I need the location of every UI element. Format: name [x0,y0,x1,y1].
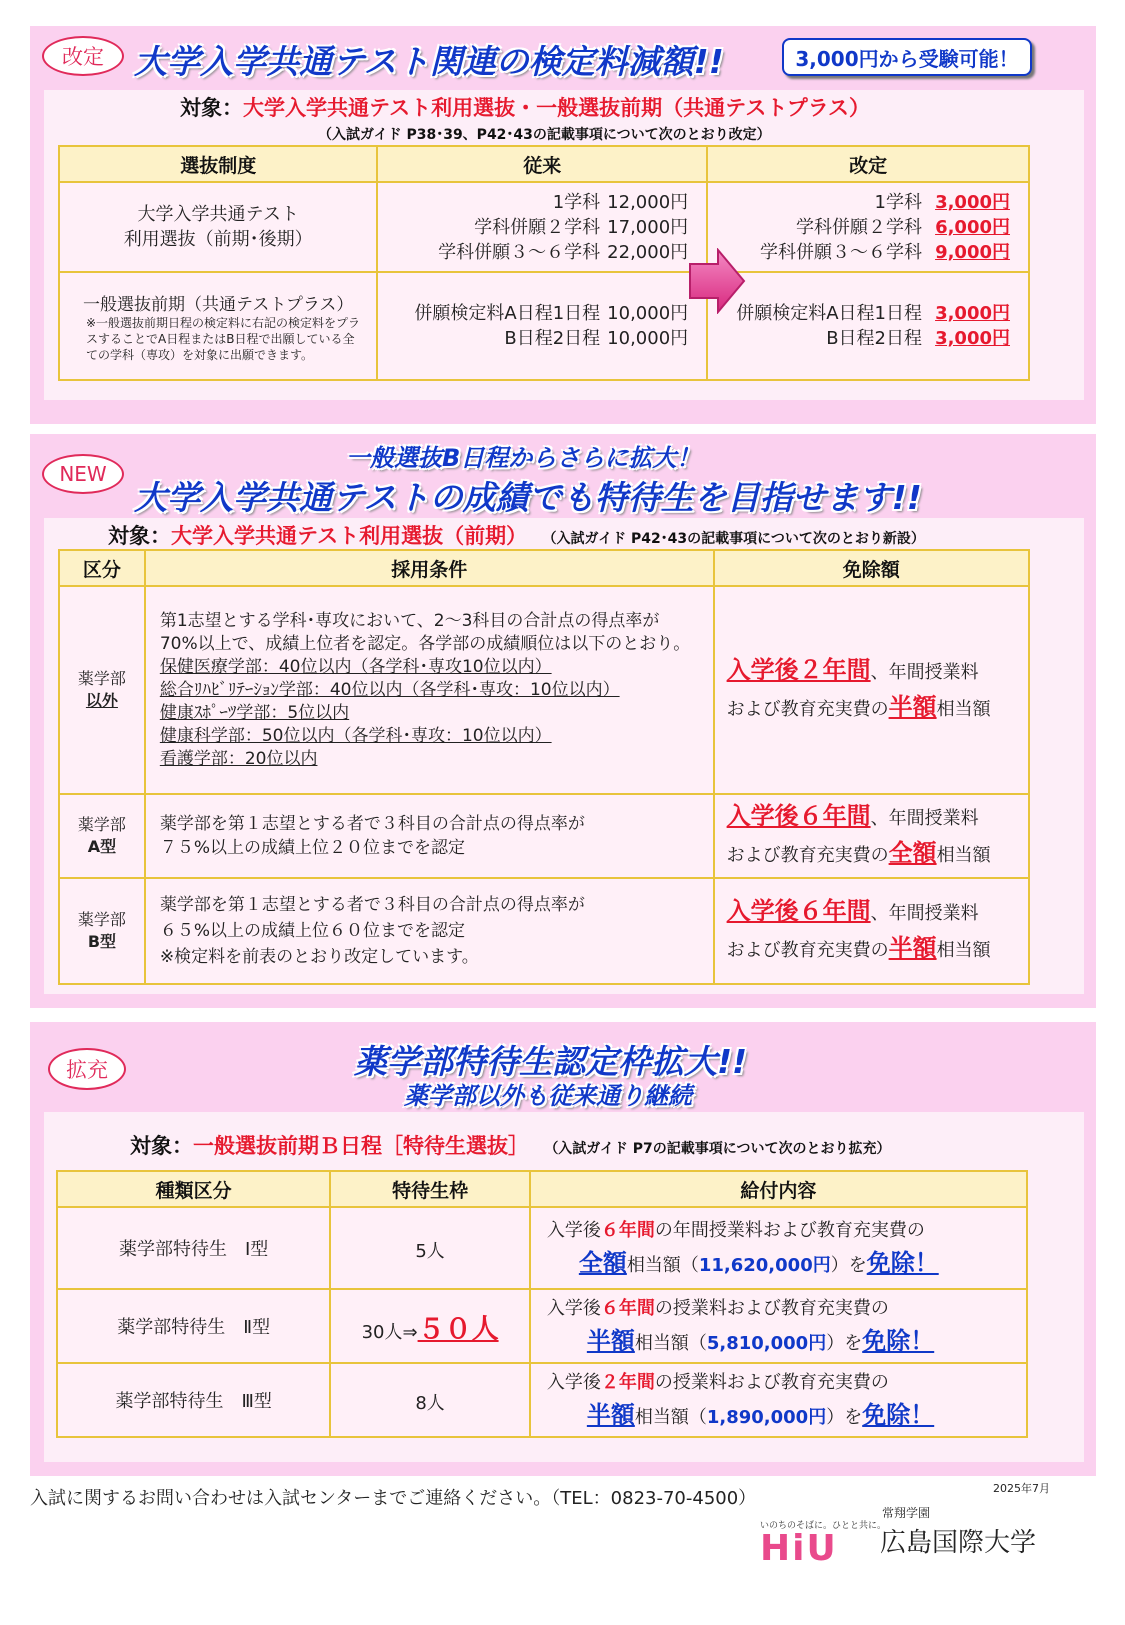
benefit-text: の授業料および教育充実費の [654,1371,889,1393]
benefit-text: ）を [830,1254,867,1276]
quota-cell [330,1363,530,1437]
target-value: 大学入学共通テスト利用選抜・一般選抜前期（共通テストプラス） [243,96,871,120]
fee-table [58,145,1030,381]
table-row [57,1289,1027,1363]
target-value: 一般選抜前期Ｂ日程［特待生選抜］ [193,1134,529,1158]
fee-value-new: 3,000円 [935,328,1010,349]
condition-line: 総合ﾘﾊﾋﾞﾘﾃｰｼｮﾝ学部：40位以内（各学科･専攻：10位以内） [159,679,620,700]
condition-line: 健康ｽﾎﾟｰﾂ学部：5位以内 [159,702,350,723]
benefit-period: ６年間 [600,1297,655,1319]
benefit-free: 免除！ [862,1400,935,1429]
col-conditions: 採用条件 [145,550,714,586]
exemption-text: 相当額 [936,699,991,720]
system-cell [59,182,377,272]
type-cell [57,1363,330,1437]
benefit-free: 免除！ [866,1248,939,1277]
fee-reduction-headline: 大学入学共通テスト関連の検定料減額!! [134,42,724,81]
system-name: 一般選抜前期（共通テストプラス） [83,294,354,315]
pharmacy-subhead: 薬学部以外も従来通り継続 [404,1082,692,1110]
condition-line: 保健医療学部：40位以内（各学科･専攻10位以内） [159,656,552,677]
old-fee-cell [377,272,707,380]
exemption-amount: 全額 [888,839,937,867]
expansion-tag: 拡充 [48,1048,126,1090]
condition-line: ７５%以上の成績上位２０位までを認定 [159,838,465,858]
col-exemption: 免除額 [714,550,1029,586]
new-fee-cell [707,182,1029,272]
benefit-money: 1,890,000円 [706,1406,827,1428]
conditions-cell [145,794,714,878]
table-row [59,586,1029,794]
quota-cell [330,1207,530,1289]
condition-line: 第1志望とする学科･専攻において、2～3科目の合計点の得点率が [159,610,660,631]
s1-target-note [318,120,771,144]
exemption-text: 、年間授業料 [870,662,979,683]
benefit-amount: 半額 [586,1326,635,1355]
condition-line: 薬学部を第１志望とする者で３科目の合計点の得点率が [159,895,585,915]
exemption-period: 入学後２年間 [726,656,871,684]
fee-key: B日程2日程 [826,328,922,349]
benefit-amount: 全額 [578,1248,627,1277]
new-tag: NEW [42,454,124,494]
issue-date: 2025年7月 [993,1482,1050,1495]
type-label: 薬学部特待生 Ⅰ型 [119,1239,269,1260]
pharmacy-table [56,1170,1028,1438]
benefit-cell [530,1207,1027,1289]
col-type: 種類区分 [57,1171,330,1207]
fee-value: 22,000円 [607,241,689,263]
table-row [57,1207,1027,1289]
table-row [59,794,1029,878]
col-old: 従来 [377,146,707,182]
col-benefit: 給付内容 [530,1171,1027,1207]
fee-key: 併願検定料A日程1日程 [414,303,601,324]
exemption-text: および教育充実費の [726,699,889,720]
fee-badge: 3,000円から受験可能！ [782,38,1032,76]
benefit-text: 入学後 [546,1219,601,1241]
col-new: 改定 [707,146,1029,182]
category-line2: 以外 [85,691,118,710]
benefit-text: 入学後 [546,1371,601,1393]
condition-note: ※検定料を前表のとおり改定しています。 [159,947,479,967]
fee-value-new: 3,000円 [935,191,1010,213]
benefit-text: ）を [826,1332,863,1354]
new-fee-cell [707,272,1029,380]
conditions-cell [145,586,714,794]
category-line2: A型 [87,837,117,856]
exemption-text: 、年間授業料 [870,903,979,924]
conditions-cell [145,878,714,984]
system-name-line1: 大学入学共通テスト [137,204,299,225]
old-fee-cell [377,182,707,272]
condition-line: 70%以上で、成績上位者を認定。各学部の成績順位は以下のとおり。 [159,633,691,654]
type-cell [57,1207,330,1289]
fee-value: 17,000円 [607,216,689,238]
benefit-text: 入学後 [546,1297,601,1319]
type-label: 薬学部特待生 Ⅱ型 [117,1317,271,1338]
benefit-text: 相当額（ [634,1332,707,1354]
s2-target [108,520,925,550]
benefit-period: ２年間 [600,1371,655,1393]
target-label: 対象： [180,96,243,120]
quota-cell [330,1289,530,1363]
fee-key: 併願検定料A日程1日程 [736,303,922,324]
target-note: （入試ガイド P42･43の記載事項について次のとおり新設） [542,531,925,547]
fee-value-new: 6,000円 [935,216,1010,238]
table-row [59,272,1029,380]
fee-value-new: 3,000円 [935,303,1010,324]
scholarship-table [58,549,1030,985]
system-name-line2: 利用選抜（前期･後期） [123,229,313,250]
benefit-text: の授業料および教育充実費の [654,1297,889,1319]
col-category: 区分 [59,550,145,586]
quota-value: 30人⇒ [361,1321,418,1343]
benefit-cell [530,1363,1027,1437]
condition-line: 看護学部：20位以内 [159,748,318,769]
contact-text: 入試に関するお問い合わせは入試センターまでご連絡ください。（TEL：0823-70-4500） [30,1488,757,1509]
quota-value: 8人 [415,1392,445,1414]
fee-key: 1学科 [552,191,601,213]
right-arrow-icon [688,248,746,314]
exemption-period: 入学後６年間 [726,897,871,925]
col-quota: 特待生枠 [330,1171,530,1207]
benefit-amount: 半額 [586,1400,635,1429]
condition-line: ６５%以上の成績上位６０位までを認定 [159,921,465,941]
condition-line: 薬学部を第１志望とする者で３科目の合計点の得点率が [159,814,585,834]
s3-target [130,1130,891,1160]
benefit-text: の年間授業料および教育充実費の [654,1219,925,1241]
benefit-text: 相当額（ [634,1406,707,1428]
table-row [59,878,1029,984]
exemption-cell [714,794,1029,878]
benefit-period: ６年間 [600,1219,655,1241]
logo-mark: HiU [760,1528,838,1569]
fee-value: 10,000円 [607,303,689,324]
exemption-text: および教育充実費の [726,845,889,866]
exemption-period: 入学後６年間 [726,802,871,830]
scholarship-table-header [59,550,1029,586]
pharmacy-table-header [57,1171,1027,1207]
fee-key: 学科併願２学科 [474,216,601,238]
category-cell [59,794,145,878]
type-label: 薬学部特待生 Ⅲ型 [115,1391,272,1412]
benefit-text: ）を [826,1406,863,1428]
s1-target [180,92,870,122]
target-label: 対象： [108,524,171,548]
table-row [59,182,1029,272]
benefit-text: 相当額（ [626,1254,699,1276]
exemption-text: 相当額 [936,845,991,866]
exemption-amount: 半額 [888,934,937,962]
revision-tag: 改定 [42,36,124,76]
fee-value: 12,000円 [607,191,689,213]
category-line2: B型 [87,932,117,951]
benefit-money: 5,810,000円 [706,1332,827,1354]
type-cell [57,1289,330,1363]
condition-line: 健康科学部：50位以内（各学科･専攻：10位以内） [159,725,552,746]
fee-key: 1学科 [874,191,922,213]
pharmacy-headline: 薬学部特待生認定枠拡大!! [354,1042,748,1081]
target-label: 対象： [130,1134,193,1158]
col-system: 選抜制度 [59,146,377,182]
logo-slogan: いのちのそばに。ひとと共に。 [760,1521,887,1531]
university-logo [760,1506,1100,1618]
benefit-money: 11,620,000円 [698,1254,831,1276]
logo-university-name: 広島国際大学 [880,1528,1037,1558]
category-cell [59,586,145,794]
quota-new-value: ５０人 [417,1313,499,1345]
system-cell [59,272,377,380]
scholarship-headline: 大学入学共通テストの成績でも特待生を目指せます!! [134,478,922,517]
benefit-cell [530,1289,1027,1363]
exemption-text: 相当額 [936,940,991,961]
target-note: （入試ガイド P38･39、P42･43の記載事項について次のとおり改定） [318,127,771,143]
benefit-free: 免除！ [862,1326,935,1355]
fee-key: 学科併願３～６学科 [438,241,601,263]
target-note: （入試ガイド P7の記載事項について次のとおり拡充） [544,1141,891,1157]
fee-key: 学科併願３～６学科 [760,241,922,263]
category-line1: 薬学部 [77,669,126,688]
exemption-amount: 半額 [888,693,937,721]
target-value: 大学入学共通テスト利用選抜（前期） [171,524,528,548]
quota-value: 5人 [415,1240,445,1262]
exemption-cell [714,586,1029,794]
category-line1: 薬学部 [77,910,126,929]
category-line1: 薬学部 [77,815,126,834]
logo-group: 常翔学園 [882,1506,931,1520]
fee-key: B日程2日程 [504,328,601,349]
fee-value-new: 9,000円 [935,241,1010,263]
exemption-cell [714,878,1029,984]
category-cell [59,878,145,984]
fee-key: 学科併願２学科 [796,216,922,238]
table-row [57,1363,1027,1437]
system-note: ※一般選抜前期日程の検定料に右記の検定料をプラスすることでA日程またはB日程で出願している全ての学科（専攻）を対象に出願できます。 [86,315,361,362]
exemption-text: および教育充実費の [726,940,889,961]
exemption-text: 、年間授業料 [870,808,979,829]
scholarship-subhead: 一般選抜B日程からさらに拡大！ [346,444,701,472]
fee-value: 10,000円 [607,328,689,349]
fee-table-header [59,146,1029,182]
